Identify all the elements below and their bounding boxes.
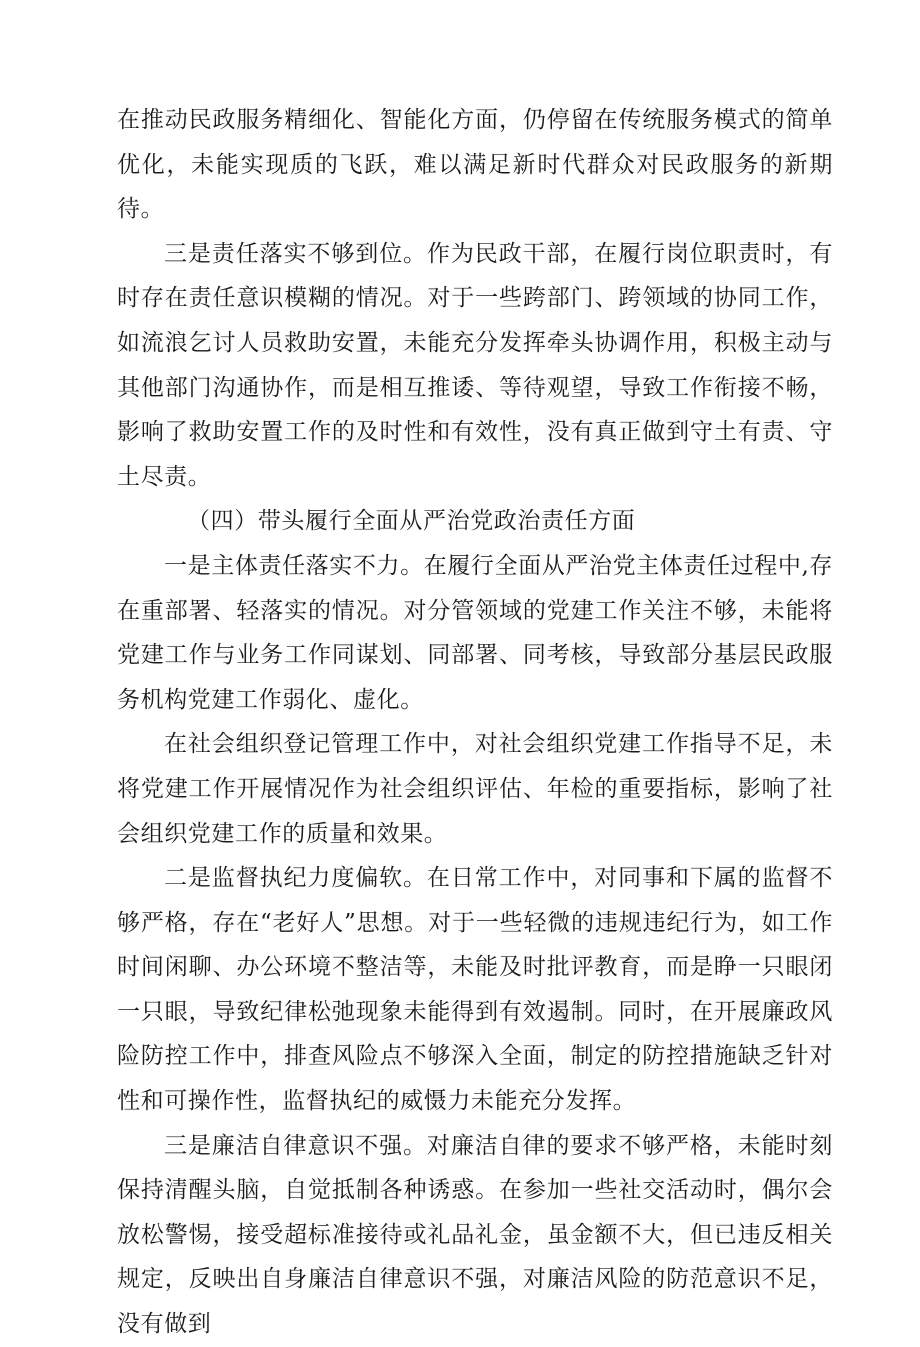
paragraph-integrity: 三是廉洁自律意识不强。对廉洁自律的要求不够严格，未能时刻保持清醒头脑，自觉抵制各种诱惑。在参加一些社交活动时，偶尔会放松警惕，接受超标准接待或礼品礼金，虽金额不大，但已违反相关规定，反映出自身廉洁自律意识不强，对廉洁风险的防范意识不足，没有做到: [117, 1132, 833, 1338]
document-body: [117, 98, 833, 1347]
section-heading: （四）带头履行全面从严治党政治责任方面: [187, 508, 636, 535]
paragraph-responsibility: 三是责任落实不够到位。作为民政干部，在履行岗位职责时，有时存在责任意识模糊的情况。对于一些跨部门、跨领域的协同工作，如流浪乞讨人员救助安置，未能充分发挥牵头协调作用，积极主动与其他部门沟通协作，而是相互推诿、等待观望，导致工作衔接不畅，影响了救助安置工作的及时性和有效性，没有真正做到守土有责、守土尽责。: [117, 240, 833, 490]
paragraph-main-responsibility: 一是主体责任落实不力。在履行全面从严治党主体责任过程中,存在重部署、轻落实的情况。对分管领域的党建工作关注不够，未能将党建工作与业务工作同谋划、同部署、同考核，导致部分基层民政服务机构党建工作弱化、虚化。: [117, 552, 833, 713]
paragraph-social-organizations: 在社会组织登记管理工作中，对社会组织党建工作指导不足，未将党建工作开展情况作为社会组织评估、年检的重要指标，影响了社会组织党建工作的质量和效果。: [117, 731, 833, 847]
paragraph-continuation: 在推动民政服务精细化、智能化方面，仍停留在传统服务模式的简单优化，未能实现质的飞跃，难以满足新时代群众对民政服务的新期待。: [117, 107, 833, 223]
paragraph-supervision: 二是监督执纪力度偏软。在日常工作中，对同事和下属的监督不够严格，存在“老好人”思想。对于一些轻微的违规违纪行为，如工作时间闲聊、办公环境不整洁等，未能及时批评教育，而是睁一只眼闭一只眼，导致纪律松弛现象未能得到有效遏制。同时，在开展廉政风险防控工作中，排查风险点不够深入全面，制定的防控措施缺乏针对性和可操作性，监督执纪的威慑力未能充分发挥。: [117, 865, 833, 1115]
